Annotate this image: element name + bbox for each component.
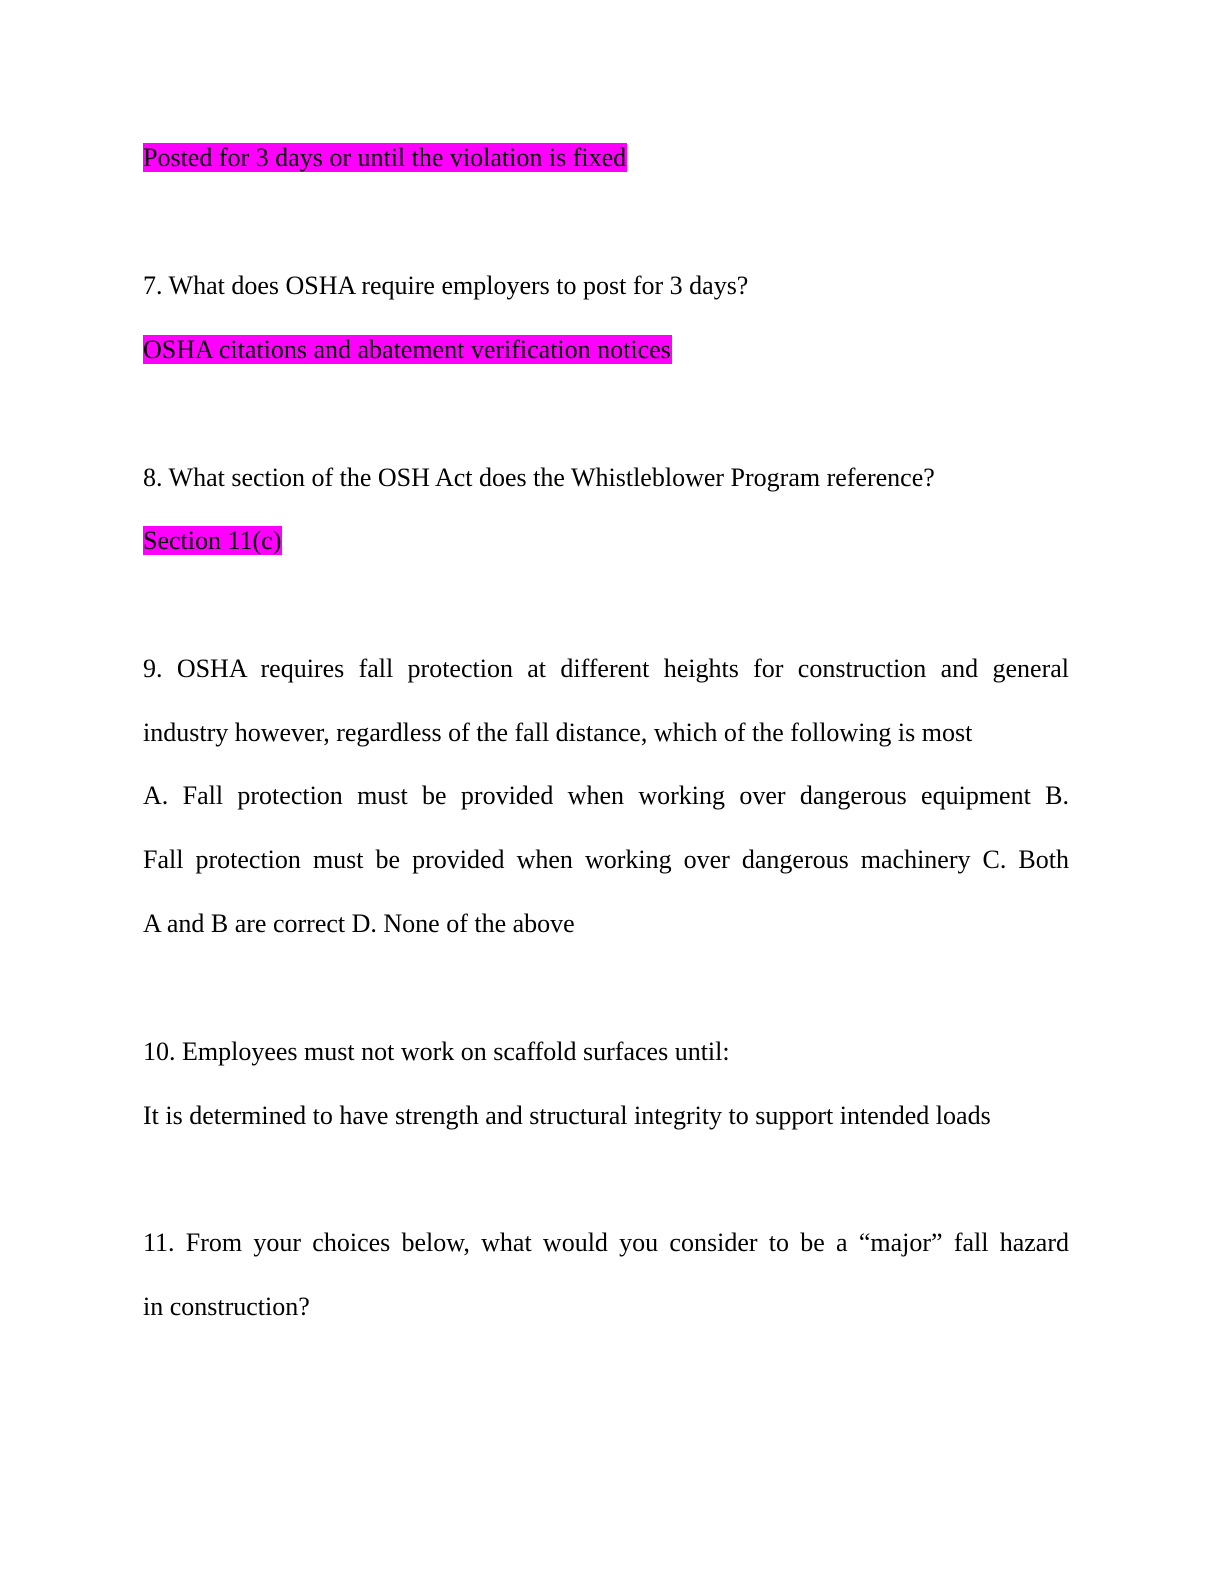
answer-q7 <box>143 334 672 366</box>
question-11-line-2: in construction? <box>143 1292 310 1321</box>
highlighted-answer: Posted for 3 days or until the violation is fixed <box>143 143 627 172</box>
question-11-line-1: 11. From your choices below, what would you consider to be a “major” fall hazard <box>143 1228 1069 1257</box>
highlighted-answer: Section 11(c) <box>143 526 282 555</box>
answer-q6 <box>143 142 627 174</box>
question-9-line-3: A. Fall protection must be provided when working over dangerous equipment B. <box>143 781 1069 810</box>
answer-q10: It is determined to have strength and structural integrity to support intended loads <box>143 1101 991 1130</box>
question-8: 8. What section of the OSH Act does the Whistleblower Program reference? <box>143 463 935 492</box>
answer-q8 <box>143 525 282 557</box>
question-9-line-1: 9. OSHA requires fall protection at different heights for construction and general <box>143 654 1069 683</box>
question-9-line-4: Fall protection must be provided when working over dangerous machinery C. Both <box>143 845 1069 874</box>
question-9-line-5: A and B are correct D. None of the above <box>143 909 575 938</box>
question-9-line-2: industry however, regardless of the fall distance, which of the following is most <box>143 718 973 747</box>
question-10: 10. Employees must not work on scaffold surfaces until: <box>143 1037 730 1066</box>
question-7: 7. What does OSHA require employers to post for 3 days? <box>143 271 749 300</box>
highlighted-answer: OSHA citations and abatement verification notices <box>143 335 671 364</box>
